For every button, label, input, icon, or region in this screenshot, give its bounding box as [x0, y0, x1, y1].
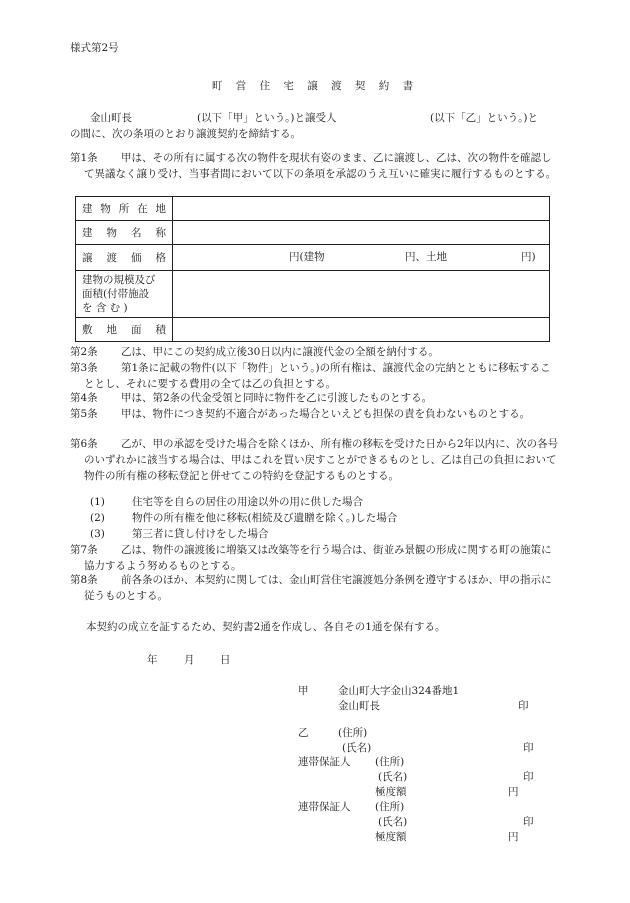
- property-table: [75, 196, 550, 342]
- date-year: 年: [147, 654, 158, 666]
- table-row: [76, 271, 550, 318]
- intro-line-2: の間に、次の条項のとおり譲渡契約を締結する。: [70, 128, 301, 140]
- table-row: [76, 197, 550, 221]
- guarantor-2-label: 連帯保証人: [298, 801, 351, 813]
- party-b-label: 乙: [298, 727, 309, 739]
- row-label-price: 譲 渡 価 格: [76, 245, 173, 271]
- party-b-note: (以下「乙」という。)と: [430, 112, 538, 124]
- row-label-size: 建物の規模及び 面積(付帯施設 を 含 む ): [76, 271, 173, 318]
- table-row: [76, 245, 550, 271]
- guarantor-2-address-label: (住所): [375, 801, 405, 813]
- party-a-address: 金山町大字金山324番地1: [338, 685, 460, 697]
- guarantor-1-limit-yen: 円: [508, 786, 519, 798]
- building-name-value: [173, 221, 550, 245]
- site-area-value: [173, 318, 550, 342]
- row-label-building-name: 建 物 名 称: [76, 221, 173, 245]
- price-land: 円、土地: [405, 251, 447, 263]
- guarantor-1-address-label: (住所): [375, 756, 405, 768]
- article-2: 第2条 乙は、甲にこの契約成立後30日以内に譲渡代金の全額を納付する。: [70, 346, 439, 358]
- size-value: [173, 271, 550, 318]
- party-a-label: 甲: [298, 685, 309, 697]
- article-6: 第6条 乙が、甲の承認を受けた場合を除くほか、所有権の移転を受けた日から2年以内に、次の各号のいずれかに該当する場合は、甲はこれを買い戻すことができるものとし、乙は自己の負担において物件の所有権の移転登記と併せてこの特約を登記するものとする。: [70, 438, 559, 482]
- document-title: 町 営 住 宅 譲 渡 契 約 書: [211, 80, 419, 92]
- location-value: [173, 197, 550, 221]
- price-value: [173, 245, 550, 271]
- guarantor-2-limit-label: 極度額: [375, 831, 407, 843]
- seal-mark: 印: [523, 742, 534, 754]
- row-label-site-area: 敷 地 面 積: [76, 318, 173, 342]
- article-7: 第7条 乙は、物件の譲渡後に増築又は改築等を行う場合は、街並み景観の形成に関する町の施策に協力するよう努めるものとする。: [70, 544, 552, 572]
- article-body: 甲は、その所有に属する次の物件を現状有姿のまま、乙に譲渡し、乙は、次の物件を確認して異議なく譲り受け、当事者間において以下の条項を承認のうえ互いに確実に履行するものとする。: [84, 152, 557, 180]
- article-head: 第1条: [70, 152, 98, 164]
- guarantor-1-name-label: (氏名): [378, 771, 408, 783]
- article-1: [70, 150, 560, 182]
- article-5: 第5条 甲は、物件につき契約不適合があった場合といえども担保の責を負わないものとする。: [70, 408, 531, 420]
- party-b-name-label: (氏名): [342, 742, 372, 754]
- closing-statement: 本契約の成立を証するため、契約書2通を作成し、各自その1通を保有する。: [86, 621, 446, 633]
- guarantor-1-limit-label: 極度額: [375, 786, 407, 798]
- price-building: 円(建物: [289, 251, 325, 263]
- party-b-address-label: (住所): [338, 727, 368, 739]
- date-day: 日: [220, 654, 231, 666]
- party-a-note: (以下「甲」という。)と譲受人: [197, 112, 337, 124]
- seal-mark: 印: [518, 700, 529, 712]
- table-row: [76, 221, 550, 245]
- article-8: 第8条 前各条のほか、本契約に関しては、金山町営住宅譲渡処分条例を遵守するほか、甲の指示に従うものとする。: [70, 574, 552, 602]
- guarantor-1-label: 連帯保証人: [298, 756, 351, 768]
- date-month: 月: [184, 654, 195, 666]
- form-number: 様式第2号: [70, 42, 119, 54]
- seal-mark: 印: [523, 771, 534, 783]
- seal-mark: 印: [523, 816, 534, 828]
- table-row: [76, 318, 550, 342]
- party-a-name: 金山町長: [338, 700, 380, 712]
- intro-line-1: [90, 110, 560, 126]
- article-4: 第4条 甲は、第2条の代金受領と同時に物件を乙に引渡したものとする。: [70, 392, 433, 404]
- guarantor-2-limit-yen: 円: [508, 831, 519, 843]
- guarantor-2-name-label: (氏名): [378, 816, 408, 828]
- row-label-location: 建 物 所 在 地: [76, 197, 173, 221]
- party-a-prefix: 金山町長: [90, 112, 132, 124]
- article-3: 第3条 第1条に記載の物件(以下「物件」という。)の所有権は、譲渡代金の完納とともに移転することとし、それに要する費用の全ては乙の負担とする。: [70, 362, 551, 390]
- price-end: 円): [521, 251, 536, 263]
